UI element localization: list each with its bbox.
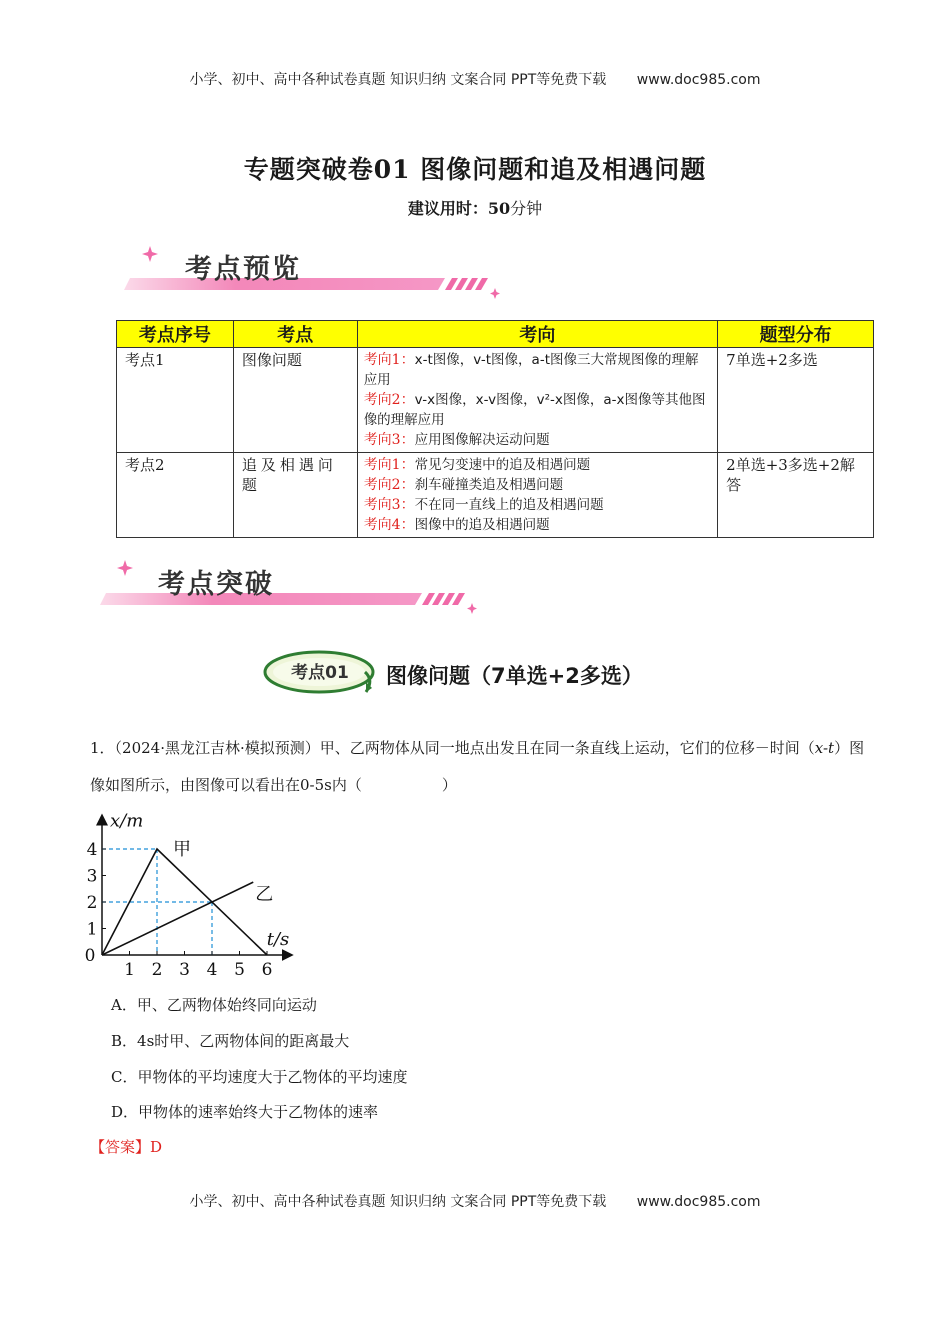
question-xt: x-t <box>814 739 835 757</box>
answer-value: D <box>150 1138 163 1156</box>
section-title: 图像问题（7单选+2多选） <box>386 664 643 688</box>
direction-label: 考向3： <box>363 497 415 513</box>
kp-distribution: 2单选+3多选+2解答 <box>718 453 874 538</box>
y-tick-label: 2 <box>86 893 98 913</box>
x-tick-label: 4 <box>206 960 218 980</box>
sparkle-icon <box>490 288 500 299</box>
question-source: （2024·黑龙江吉林·模拟预测） <box>114 739 320 757</box>
question-number: 1． <box>90 739 115 757</box>
kp-directions <box>357 348 717 453</box>
sparkle-icon <box>117 560 133 576</box>
direction-item <box>364 455 711 475</box>
badge-label: 考点01 <box>291 663 349 683</box>
question-stem: 甲、乙两物体从同一地点出发且在同一条直线上运动，它们的位移－时间（ <box>319 739 815 757</box>
option-d[interactable]: D．甲物体的速率始终大于乙物体的速率 <box>111 1103 379 1121</box>
x-tick-label: 0 <box>84 946 96 966</box>
option-b[interactable]: B．4s时甲、乙两物体间的距离最大 <box>111 1032 350 1050</box>
table-header-row <box>117 321 874 348</box>
footer-text: 小学、初中、高中各种试卷真题 知识归纳 文案合同 PPT等免费下载 <box>189 1194 607 1210</box>
column-header: 考点 <box>233 321 357 348</box>
site-header <box>0 69 950 89</box>
suggested-time-unit: 分钟 <box>510 199 543 218</box>
series-label-yi: 乙 <box>255 884 274 906</box>
direction-label: 考向1： <box>363 457 415 473</box>
kp-distribution: 7单选+2多选 <box>718 348 874 453</box>
page-title: 专题突破卷01 图像问题和追及相遇问题 <box>243 155 707 184</box>
x-tick-label: 1 <box>124 960 135 980</box>
suggested-time-value: 50 <box>487 199 511 218</box>
site-footer <box>0 1191 950 1211</box>
option-c[interactable]: C．甲物体的平均速度大于乙物体的平均速度 <box>111 1068 408 1086</box>
direction-label: 考向4： <box>363 517 415 533</box>
direction-label: 考向2： <box>363 392 415 408</box>
breakthrough-banner <box>100 555 520 625</box>
kp-badge <box>262 648 382 700</box>
suggested-time-label: 建议用时： <box>407 199 488 218</box>
x-tick-label: 6 <box>261 960 273 980</box>
direction-text: 常见匀变速中的追及相遇问题 <box>414 457 591 473</box>
direction-item <box>364 475 711 495</box>
answer <box>90 1136 162 1157</box>
direction-text: 不在同一直线上的追及相遇问题 <box>414 497 604 513</box>
column-header: 考向 <box>357 321 717 348</box>
kp-topic: 追及相遇问题 <box>233 453 357 538</box>
direction-label: 考向3： <box>363 432 415 448</box>
direction-text: 图像中的追及相遇问题 <box>414 517 550 533</box>
series-label-jia: 甲 <box>173 839 191 860</box>
y-tick-label: 1 <box>86 919 98 940</box>
direction-item <box>364 495 711 515</box>
kp-id: 考点1 <box>117 348 234 453</box>
column-header: 考点序号 <box>117 321 234 348</box>
question-stem-3: ） <box>441 776 457 794</box>
xt-graph <box>80 800 320 980</box>
question-1 <box>90 730 870 804</box>
direction-item <box>364 350 711 390</box>
direction-item <box>364 515 711 535</box>
table-row <box>117 453 874 538</box>
table-row <box>117 348 874 453</box>
kp-id: 考点2 <box>117 453 234 538</box>
kp-directions <box>357 453 717 538</box>
answer-label: 【答案】 <box>90 1138 151 1156</box>
banner-hatch <box>422 593 465 605</box>
outline-table <box>116 320 874 538</box>
x-tick-label: 5 <box>234 960 245 980</box>
banner-hatch <box>445 278 488 290</box>
x-axis-label: t/s <box>266 929 290 950</box>
sparkle-icon <box>142 246 158 262</box>
y-axis-label: x/m <box>110 810 144 832</box>
footer-url-link[interactable]: www.doc985.com <box>636 1194 761 1210</box>
preview-banner <box>100 238 520 308</box>
direction-text: 刹车碰撞类追及相遇问题 <box>414 477 564 493</box>
series-line-1 <box>102 882 253 955</box>
preview-banner-label: 考点预览 <box>185 254 301 285</box>
column-header: 题型分布 <box>718 321 874 348</box>
direction-text: x-t图像，v-t图像，a-t图像三大常规图像的理解应用 <box>363 352 699 388</box>
direction-text: v-x图像，x-v图像，v²-x图像，a-x图像等其他图像的理解应用 <box>363 392 706 428</box>
y-tick-label: 3 <box>86 866 98 887</box>
direction-item <box>364 390 711 430</box>
direction-label: 考向1： <box>363 352 415 368</box>
direction-item <box>364 430 711 450</box>
y-tick-label: 4 <box>86 840 98 860</box>
breakthrough-banner-label: 考点突破 <box>158 569 274 600</box>
suggested-time <box>0 196 950 219</box>
header-text: 小学、初中、高中各种试卷真题 知识归纳 文案合同 PPT等免费下载 <box>189 72 607 88</box>
direction-text: 应用图像解决运动问题 <box>414 432 550 448</box>
sparkle-icon <box>467 603 477 614</box>
option-a[interactable]: A．甲、乙两物体始终同向运动 <box>111 996 317 1014</box>
direction-label: 考向2： <box>363 477 415 493</box>
header-url-link[interactable]: www.doc985.com <box>636 72 761 88</box>
x-tick-label: 3 <box>179 960 190 980</box>
x-tick-label: 2 <box>151 960 163 980</box>
question-stem-2: ）图像如图所示，由图像可以看出在0-5s内（ <box>90 739 865 794</box>
kp-topic: 图像问题 <box>233 348 357 453</box>
